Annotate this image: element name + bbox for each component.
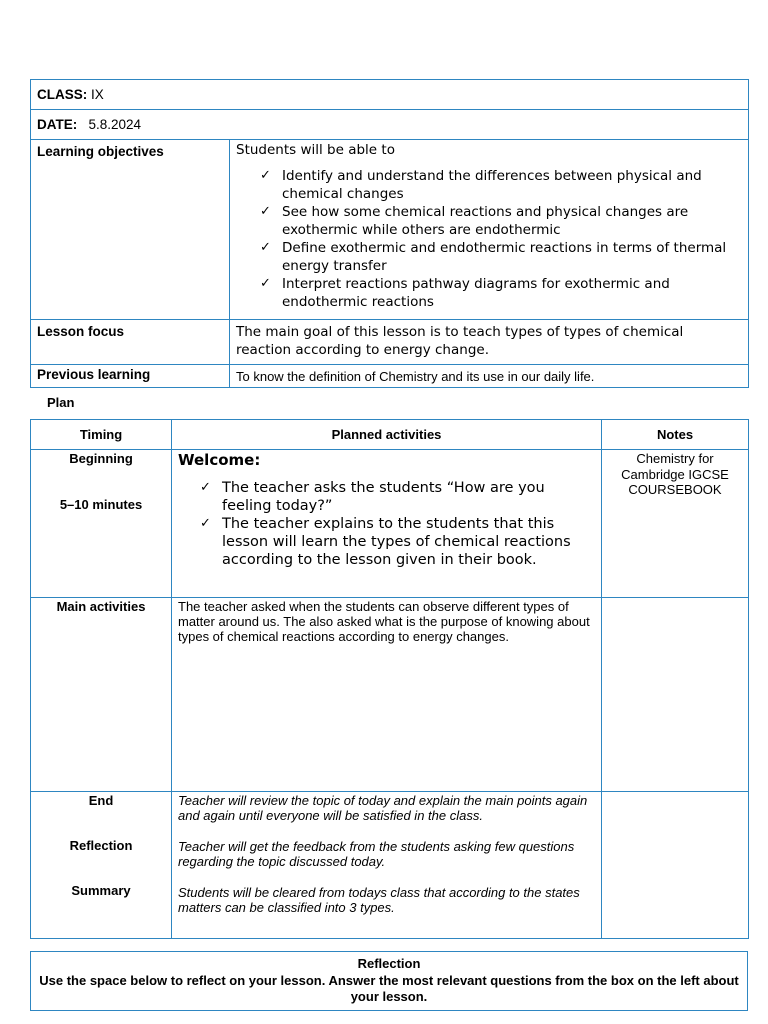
class-value: IX: [91, 87, 104, 102]
activities-header: Planned activities: [172, 420, 602, 450]
main-activities-label: Main activities: [31, 598, 172, 792]
objectives-cell: [230, 140, 749, 320]
reflection-text: Teacher will get the feedback from the students asking few questions regarding the topic discussed today.: [178, 839, 575, 869]
end-label: End: [88, 793, 114, 808]
end-notes: [602, 792, 749, 939]
end-activities-cell: [172, 792, 602, 939]
beginning-timing-cell: [31, 450, 172, 598]
previous-learning-text: To know the definition of Chemistry and its use in our daily life.: [230, 365, 749, 388]
checkmark-icon: ✓: [260, 276, 271, 291]
main-notes: [602, 598, 749, 792]
objectives-intro: Students will be able to: [236, 142, 395, 158]
reflection-box: [30, 951, 748, 1011]
notes-header: Notes: [602, 420, 749, 450]
summary-text: Students will be cleared from todays class that according to the states matters can be classified into 3 types.: [178, 885, 580, 915]
beginning-label: Beginning: [69, 451, 133, 466]
beginning-notes: Chemistry for Cambridge IGCSE COURSEBOOK: [602, 450, 749, 598]
main-activities-text: The teacher asked when the students can observe different types of matter around us. The also asked what is the purpose of knowing about types of chemical reactions according to energy changes.: [172, 598, 602, 792]
class-label: CLASS:: [37, 87, 88, 102]
summary-label: Summary: [71, 883, 131, 898]
objective-item: ✓ Interpret reactions pathway diagrams for exothermic and endothermic reactions: [260, 276, 670, 310]
plan-table: [30, 419, 749, 939]
date-value: 5.8.2024: [88, 117, 142, 132]
checkmark-icon: ✓: [260, 240, 271, 255]
lesson-focus-label: Lesson focus: [31, 320, 230, 365]
objectives-label: Learning objectives: [31, 140, 230, 320]
beginning-item: ✓ The teacher explains to the students that this lesson will learn the types of chemical reactions according to the lesson given in their book.: [200, 516, 571, 568]
objective-item: ✓ See how some chemical reactions and physical changes are exothermic while others are endothermic: [260, 204, 689, 238]
reflection-title: Reflection: [357, 956, 421, 971]
objective-item: ✓ Identify and understand the differences between physical and chemical changes: [260, 168, 702, 202]
plan-label: Plan: [47, 395, 75, 410]
class-row: [31, 80, 749, 110]
objectives-list: [236, 167, 742, 311]
objective-item: ✓ Define exothermic and endothermic reactions in terms of thermal energy transfer: [260, 240, 727, 274]
lesson-info-table: [30, 79, 749, 388]
checkmark-icon: ✓: [200, 480, 211, 495]
end-text: Teacher will review the topic of today and explain the main points again and again until everyone will be satisfied in the class.: [178, 793, 588, 823]
beginning-item: ✓ The teacher asks the students “How are you feeling today?”: [200, 480, 545, 514]
beginning-duration: 5–10 minutes: [59, 497, 143, 512]
beginning-list: [178, 479, 595, 569]
reflection-instructions: Use the space below to reflect on your lesson. Answer the most relevant questions from the box on the left about your lesson.: [39, 972, 739, 1004]
reflection-label: Reflection: [69, 838, 133, 853]
timing-header: Timing: [31, 420, 172, 450]
previous-learning-label: Previous learning: [31, 365, 230, 388]
date-row: [31, 110, 749, 140]
beginning-activities-cell: [172, 450, 602, 598]
end-timing-cell: [31, 792, 172, 939]
checkmark-icon: ✓: [260, 168, 271, 183]
lesson-focus-text: The main goal of this lesson is to teach types of types of chemical reaction according to energy change.: [230, 320, 749, 365]
checkmark-icon: ✓: [260, 204, 271, 219]
date-label: DATE:: [37, 117, 78, 132]
welcome-title: Welcome:: [178, 451, 261, 469]
checkmark-icon: ✓: [200, 516, 211, 531]
